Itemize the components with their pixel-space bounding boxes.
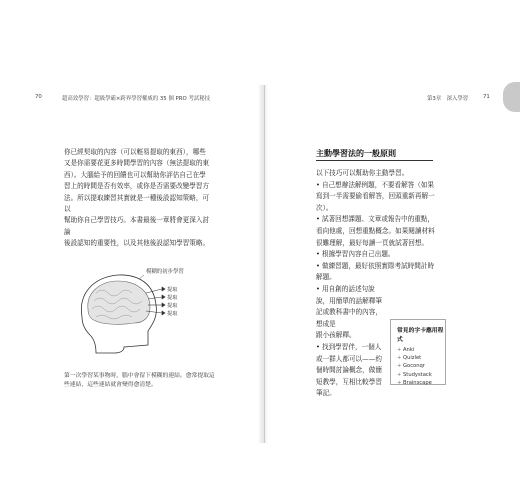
arrow-label: 提取 [167, 311, 178, 317]
left-running-header: 超高效學習：超級學霸×跨界學習權威的 35 個 PRO 考試秘技 [62, 96, 211, 102]
right-page-number: 71 [483, 94, 490, 100]
right-paragraph: • 根據學習內容自己出題。 [316, 250, 395, 259]
app-list-item: + Quizlet [397, 354, 445, 362]
right-paragraph: • 試著回想課題、文章或報告中的重點，看向他處，回想重點概念。如果閱讀材料很難理解，最好每讀一頁就試著回想。 [316, 215, 435, 247]
section-title-rule [316, 160, 433, 161]
chapter-thumb-tab [503, 82, 520, 112]
left-line: 習上的時間是否有效率，或你是否需要改變學習方 [64, 182, 210, 191]
left-line: 後設認知的重要性，以及其他後設認知學習策略。 [64, 239, 210, 248]
left-line: 法。所以提取練習其實就是一種後設認知策略，可以 [64, 193, 210, 214]
right-paragraph: • 找到學習伴，一個人或一群人都可以——約個時間討論概念，做簡短教學，互相比較學習筆記。 [316, 342, 382, 398]
right-paragraph: • 自己想辦法解例題，不要看解答（如果寫到一半需要偷看解答，回頭重新再解一次）。 [316, 180, 435, 212]
arrow-label: 提取 [167, 287, 178, 293]
right-running-header: 第3章 深入學習 [427, 96, 469, 102]
right-paragraph: 以下技巧可以幫助你主動學習。 [316, 169, 409, 177]
app-list-item: + Brainscape [397, 379, 445, 387]
right-paragraph: • 做練習題，最好依照實際考試時間計時解題。 [316, 261, 435, 282]
sidebar-title: 常見的字卡應用程式 [397, 328, 444, 343]
diagram-caption: 第一次學習某事物時，腦中會留下模糊的連結。愈常提取這些連結，這些連結就會變得愈清楚。 [64, 373, 215, 388]
flashcard-apps-sidebar [390, 319, 446, 385]
left-page-number: 70 [35, 94, 42, 100]
app-list-item: + Studystack [397, 371, 445, 379]
book-gutter-shadow [258, 85, 268, 443]
app-list-item: + Goconqr [397, 362, 445, 370]
left-line: 又是你需要花更多時間學習的內容（無法提取的東 [64, 159, 210, 168]
left-line: 西）。大腦給予的回饋也可以幫助你評估自己在學 [64, 170, 206, 179]
diagram-top-label: 模糊的初步學習 [146, 269, 184, 275]
left-line: 幫助你自己學習技巧。本書最後一章將會更深入討論 [64, 216, 210, 236]
app-list-item: + Anki [397, 346, 445, 354]
arrow-label: 提取 [167, 295, 178, 301]
brain-retrieval-diagram [74, 265, 194, 355]
right-paragraph: 跟小孩解釋。 [316, 331, 356, 340]
right-paragraph: • 用自創的話述句說說，用簡單的話解釋筆記或教科書中的內容，想成是 [316, 284, 382, 328]
left-line: 你已經契取的內容（可以輕易提取的東西），哪些 [64, 148, 206, 156]
section-title: 主動學習法的一般原則 [316, 149, 396, 158]
left-body-text [64, 147, 214, 250]
arrow-label: 提取 [167, 303, 178, 309]
